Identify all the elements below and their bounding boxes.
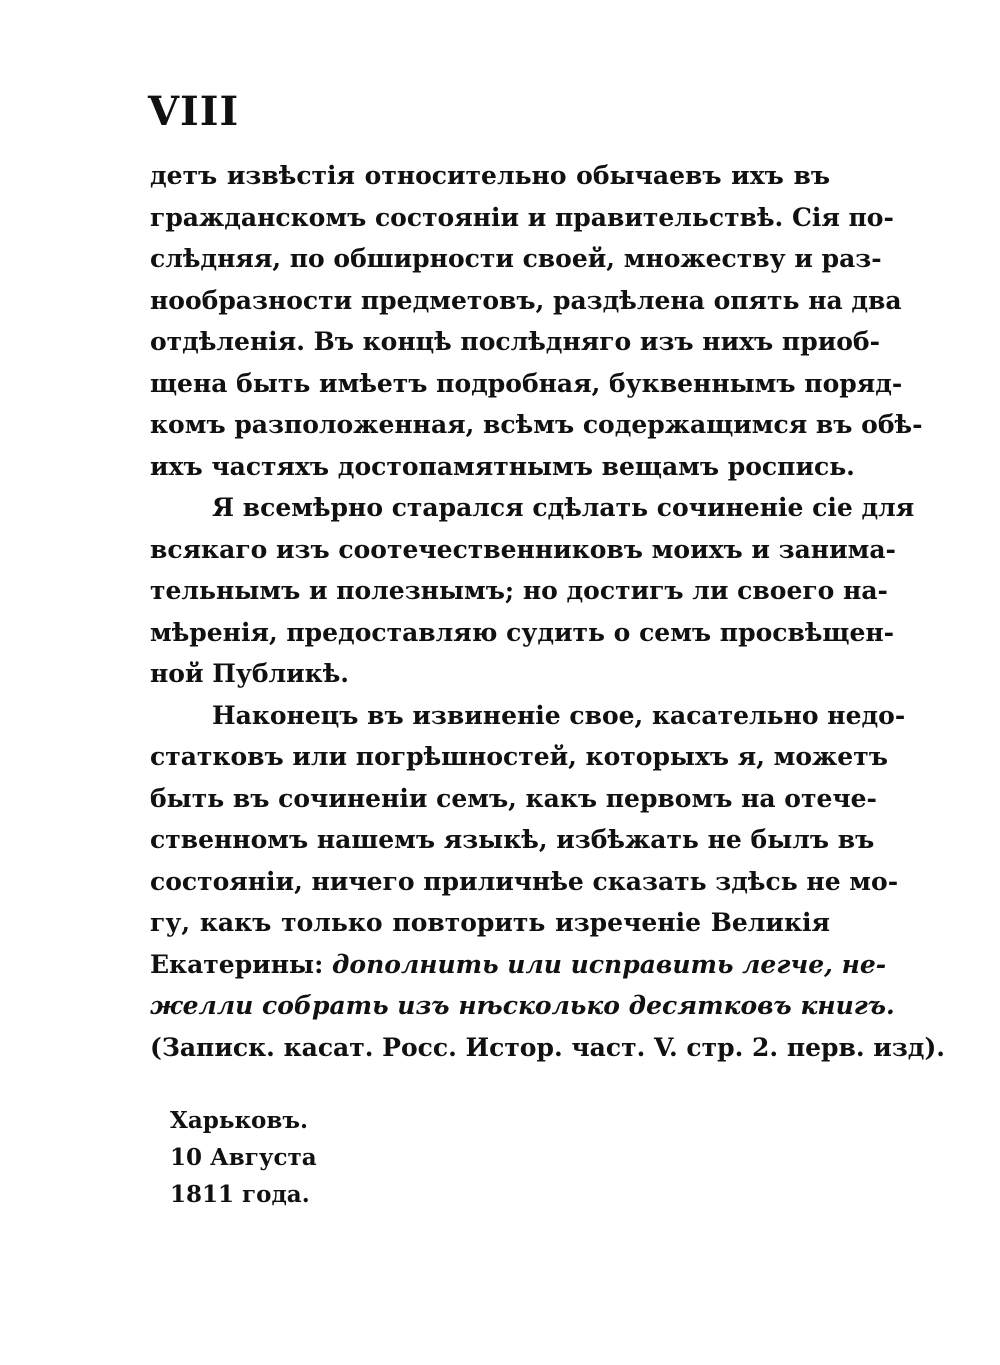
text-line: мѣренія, предоставляю судить о семъ просвѣщен- bbox=[150, 617, 895, 647]
quote-prefix: Екатерины: bbox=[150, 949, 333, 979]
text-line: гражданскомъ состояніи и правительствѣ. Сія по- bbox=[150, 202, 894, 232]
text-line: ихъ частяхъ достопамятнымъ вещамъ роспись. bbox=[150, 451, 855, 481]
text-line: гу, какъ только повторить изреченіе Великія bbox=[150, 908, 830, 937]
text-line: Наконецъ въ извиненіе свое, касательно недо- bbox=[212, 700, 906, 730]
text-line: тельнымъ и полезнымъ; но достигъ ли своего на- bbox=[150, 576, 888, 605]
body-text bbox=[150, 155, 945, 1068]
citation-line: (Записк. касат. Росс. Истор. част. V. стр. 2. перв. изд). bbox=[150, 1032, 945, 1062]
text-line: ной Публикѣ. bbox=[150, 659, 350, 688]
quote-line bbox=[150, 944, 887, 986]
quote-italic: желли собрать изъ нѣсколько десятковъ книгъ. bbox=[150, 991, 895, 1020]
text-line: статковъ или погрѣшностей, которыхъ я, можетъ bbox=[150, 742, 888, 771]
text-line: слѣдняя, по обширности своей, множеству и раз- bbox=[150, 244, 882, 273]
text-line: нообразности предметовъ, раздѣлена опять на два bbox=[150, 285, 902, 315]
text-line: всякаго изъ соотечественниковъ моихъ и занима- bbox=[150, 534, 896, 564]
signature-block bbox=[170, 1102, 317, 1213]
text-line: комъ разположенная, всѣмъ содержащимся въ обѣ- bbox=[150, 410, 923, 439]
quote-italic: дополнить или исправить легче, не- bbox=[332, 949, 887, 979]
text-line: быть въ сочиненіи семъ, какъ первомъ на отече- bbox=[150, 783, 877, 813]
text-line: состояніи, ничего приличнѣе сказать здѣсь не мо- bbox=[150, 866, 899, 896]
signature-year: 1811 года. bbox=[170, 1181, 310, 1208]
signature-city: Харьковъ. bbox=[170, 1107, 309, 1134]
text-line: Я всемѣрно старался сдѣлать сочиненіе сіе для bbox=[212, 493, 915, 522]
page-number: VIII bbox=[148, 88, 240, 135]
text-line: детъ извѣстія относительно обычаевъ ихъ въ bbox=[150, 161, 830, 190]
quote-line bbox=[150, 985, 895, 1027]
text-line: щена быть имѣетъ подробная, буквеннымъ поряд- bbox=[150, 368, 903, 398]
signature-date: 10 Августа bbox=[170, 1144, 317, 1171]
text-line: отдѣленія. Въ концѣ послѣдняго изъ нихъ приоб- bbox=[150, 327, 880, 356]
text-line: ственномъ нашемъ языкѣ, избѣжать не былъ въ bbox=[150, 825, 875, 854]
